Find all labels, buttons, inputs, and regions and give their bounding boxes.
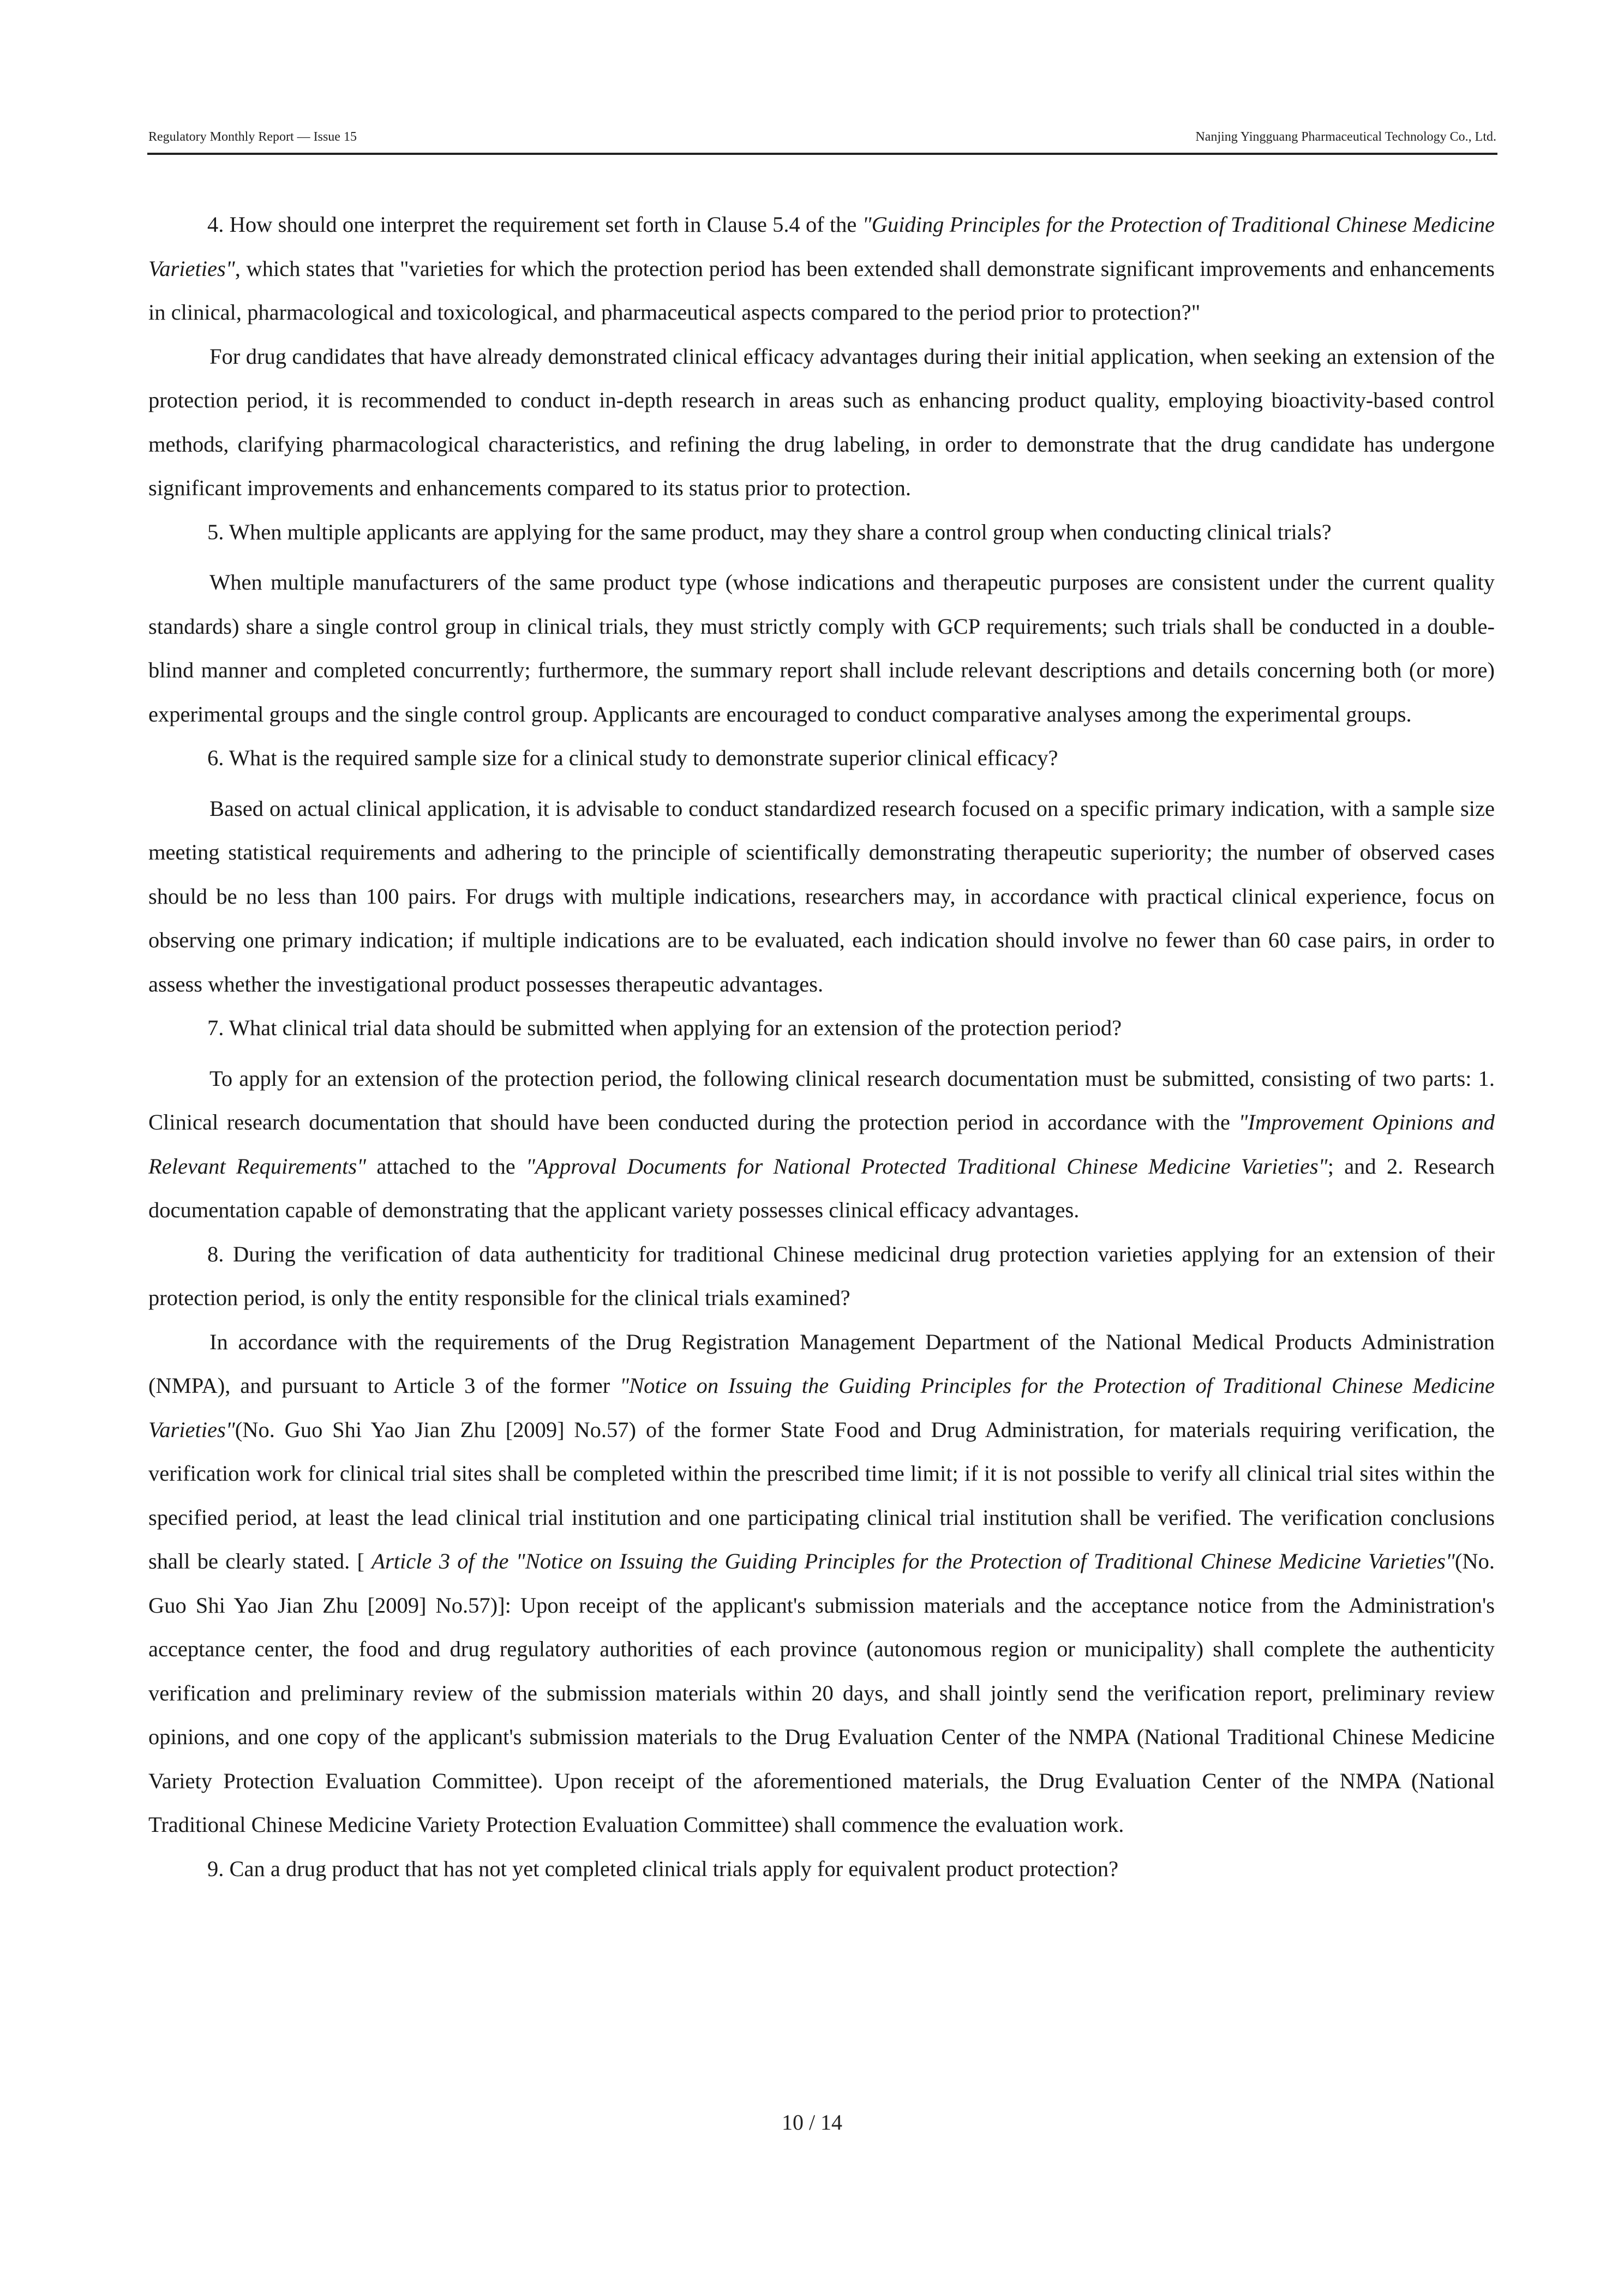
- header-report-title: Regulatory Monthly Report — Issue 15: [148, 130, 357, 144]
- question-9: 9. Can a drug product that has not yet completed clinical trials apply for equivalent product protection?: [207, 1856, 1119, 1881]
- question-7: 7. What clinical trial data should be submitted when applying for an extension of the protection period?: [207, 1015, 1122, 1040]
- answer-4: For drug candidates that have already demonstrated clinical efficacy advantages during their initial application, when seeking an extension of the protection period, it is recommended to conduct in-depth research in areas such as enhancing product quality, employing bioactivity-based control methods, clarifying pharmacological characteristics, and refining the drug labeling, in order to demonstrate that the drug candidate has undergone significant improvements and enhancements compared to its status prior to protection.: [148, 344, 1495, 500]
- page-body: [148, 203, 1495, 1891]
- title-citation: "Notice on Issuing the Guiding Principles for the Protection of Traditional Chinese Medicine Varieties": [148, 1373, 1495, 1442]
- question-5: 5. When multiple applicants are applying for the same product, may they share a control group when conducting clinical trials?: [207, 519, 1332, 544]
- question-6: 6. What is the required sample size for a clinical study to demonstrate superior clinical efficacy?: [207, 746, 1058, 770]
- header-company-name: Nanjing Yingguang Pharmaceutical Technology Co., Ltd.: [1195, 130, 1496, 144]
- question-8: 8. During the verification of data authenticity for traditional Chinese medicinal drug protection varieties applying for an extension of their protection period, is only the entity responsible for the clinical trials examined?: [148, 1241, 1495, 1310]
- title-citation: "Improvement Opinions and Relevant Requirements": [148, 1110, 1495, 1179]
- answer-8: In accordance with the requirements of the Drug Registration Management Department of the National Medical Products Administration (NMPA), and pursuant to Article 3 of the former "Notice on Issuing the Guiding Principles for the Protection of Traditional Chinese Medicine Varieties"(No. Guo Shi Yao Jian Zhu [2009] No.57) of the former State Food and Drug Administration, for materials requiring verification, the verification work for clinical trial sites shall be completed within the prescribed time limit; if it is not possible to verify all clinical trial sites within the specified period, at least the lead clinical trial institution and one participating clinical trial institution shall be verified. The verification conclusions shall be clearly stated. [ Article 3 of the "Notice on Issuing the Guiding Principles for the Protection of Traditional Chinese Medicine Varieties"(No. Guo Shi Yao Jian Zhu [2009] No.57)]: Upon receipt of the applicant's submission materials and the acceptance notice from the Administration's acceptance center, the food and drug regulatory authorities of each province (autonomous region or municipality) shall complete the authenticity verification and preliminary review of the submission materials within 20 days, and shall jointly send the verification report, preliminary review opinions, and one copy of the applicant's submission materials to the Drug Evaluation Center of the NMPA (National Traditional Chinese Medicine Variety Protection Evaluation Committee). Upon receipt of the aforementioned materials, the Drug Evaluation Center of the NMPA (National Traditional Chinese Medicine Variety Protection Evaluation Committee) shall commence the evaluation work.: [148, 1329, 1495, 1837]
- question-4: 4. How should one interpret the requirement set forth in Clause 5.4 of the "Guiding Principles for the Protection of Traditional Chinese Medicine Varieties", which states that "varieties for which the protection period has been extended shall demonstrate significant improvements and enhancements in clinical, pharmacological and toxicological, and pharmaceutical aspects compared to the period prior to protection?": [148, 212, 1495, 324]
- answer-7: To apply for an extension of the protection period, the following clinical research documentation must be submitted, consisting of two parts: 1. Clinical research documentation that should have been conducted during the protection period in accordance with the "Improvement Opinions and Relevant Requirements" attached to the "Approval Documents for National Protected Traditional Chinese Medicine Varieties"; and 2. Research documentation capable of demonstrating that the applicant variety possesses clinical efficacy advantages.: [148, 1066, 1495, 1222]
- answer-5: When multiple manufacturers of the same product type (whose indications and therapeutic purposes are consistent under the current quality standards) share a single control group in clinical trials, they must strictly comply with GCP requirements; such trials shall be conducted in a double-blind manner and completed concurrently; furthermore, the summary report shall include relevant descriptions and details concerning both (or more) experimental groups and the single control group. Applicants are encouraged to conduct comparative analyses among the experimental groups.: [148, 570, 1495, 726]
- running-header: [147, 125, 1497, 155]
- title-citation: Article 3 of the "Notice on Issuing the Guiding Principles for the Protection of Traditional Chinese Medicine Varieties": [371, 1549, 1455, 1573]
- page-number: 10 / 14: [781, 2110, 843, 2135]
- title-citation: "Guiding Principles for the Protection of Traditional Chinese Medicine Varieties": [148, 212, 1495, 281]
- title-citation: "Approval Documents for National Protected Traditional Chinese Medicine Varieties": [526, 1153, 1328, 1179]
- answer-6: Based on actual clinical application, it is advisable to conduct standardized research focused on a specific primary indication, with a sample size meeting statistical requirements and adhering to the principle of scientifically demonstrating therapeutic superiority; the number of observed cases should be no less than 100 pairs. For drugs with multiple indications, researchers may, in accordance with practical clinical experience, focus on observing one primary indication; if multiple indications are to be evaluated, each indication should involve no fewer than 60 case pairs, in order to assess whether the investigational product possesses therapeutic advantages.: [148, 796, 1495, 996]
